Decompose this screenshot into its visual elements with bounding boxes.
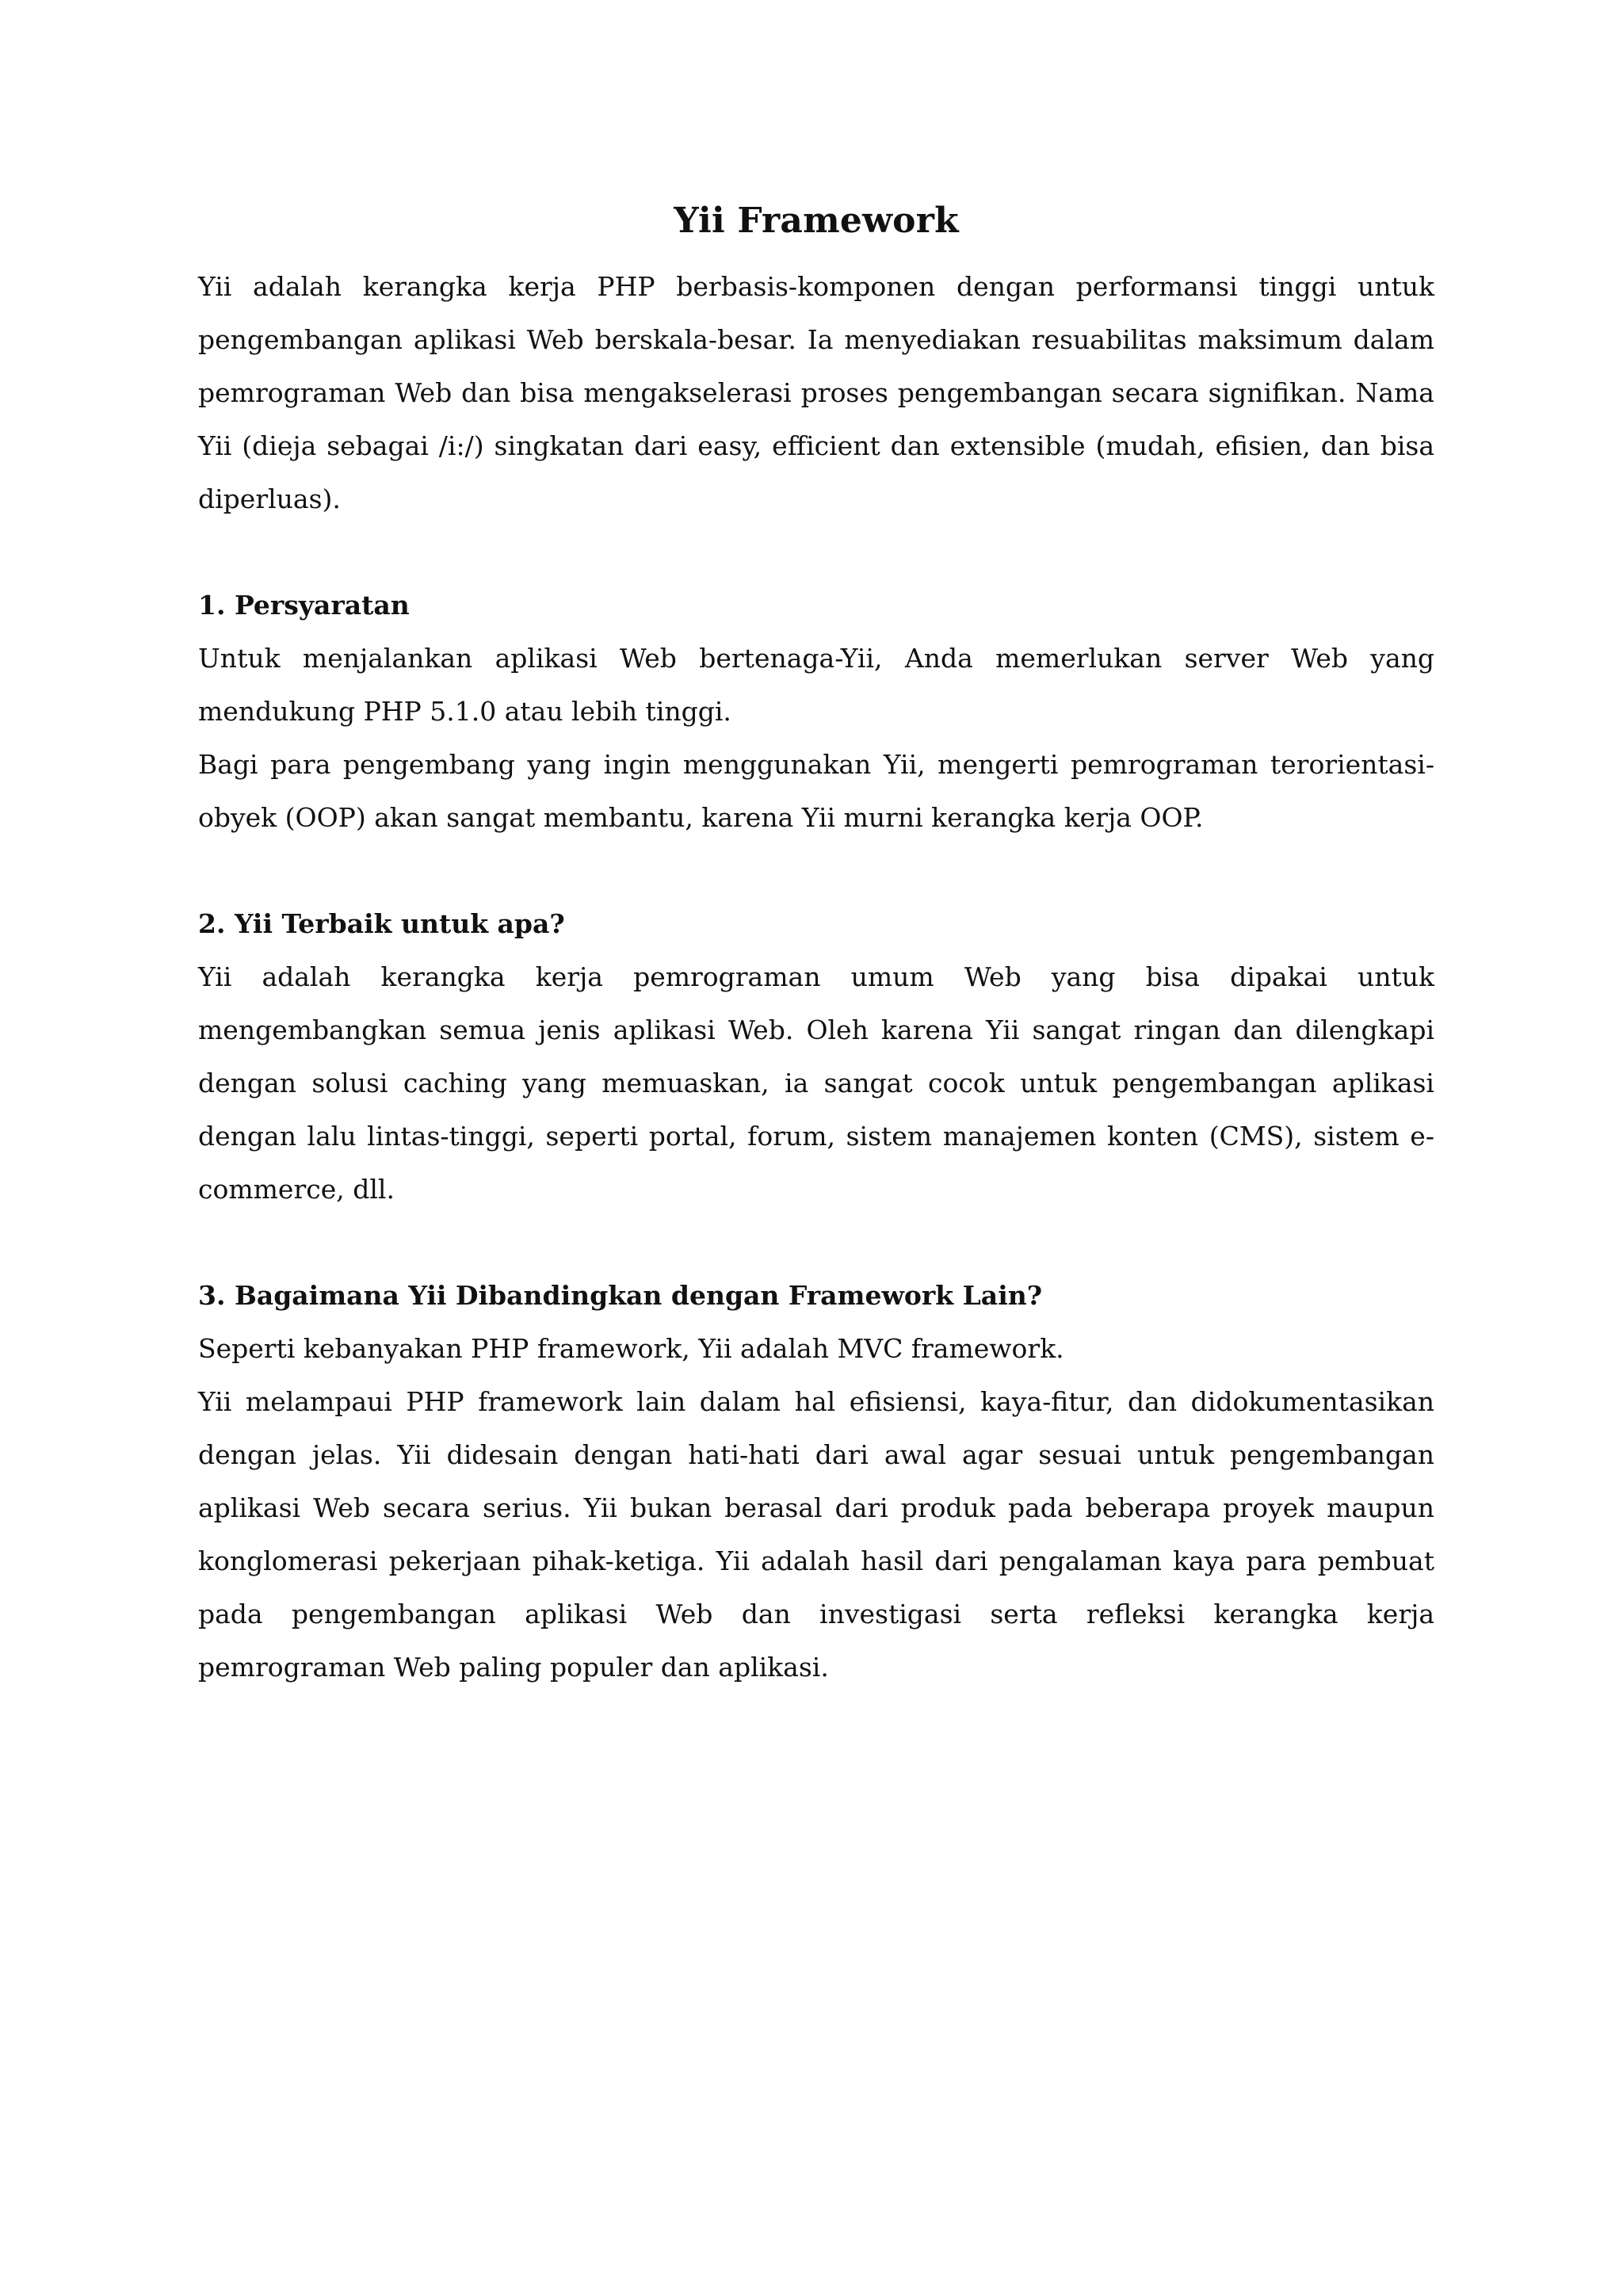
section-perbandingan [198,1269,1434,1694]
section-heading: 3. Bagaimana Yii Dibandingkan dengan Framework Lain? [198,1280,1043,1311]
section-heading: 2. Yii Terbaik untuk apa? [198,908,565,939]
document-page [198,190,1434,1694]
section-paragraph: Yii adalah kerangka kerja pemrograman umum Web yang bisa dipakai untuk mengembangkan semua jenis aplikasi Web. Oleh karena Yii sangat ringan dan dilengkapi dengan solusi caching yang memuaskan, ia sangat cocok untuk pengembangan aplikasi dengan lalu lintas-tinggi, seperti portal, forum, sistem manajemen konten (CMS), sistem e-commerce, dll. [198,961,1434,1205]
intro-paragraph: Yii adalah kerangka kerja PHP berbasis-komponen dengan performansi tinggi untuk pengembangan aplikasi Web berskala-besar. Ia menyediakan resuabilitas maksimum dalam pemrograman Web dan bisa mengakselerasi proses pengembangan secara signifikan. Nama Yii (dieja sebagai /i:/) singkatan dari easy, efficient dan extensible (mudah, efisien, dan bisa diperluas). [198,271,1434,514]
section-paragraph: Seperti kebanyakan PHP framework, Yii adalah MVC framework. [198,1333,1064,1364]
section-yii-terbaik [198,897,1434,1216]
section-paragraph: Untuk menjalankan aplikasi Web bertenaga-Yii, Anda memerlukan server Web yang mendukung PHP 5.1.0 atau lebih tinggi. [198,643,1434,727]
document-title: Yii Framework [674,201,959,241]
section-paragraph: Bagi para pengembang yang ingin menggunakan Yii, mengerti pemrograman terorientasi-obyek (OOP) akan sangat membantu, karena Yii murni kerangka kerja OOP. [198,749,1434,833]
section-paragraph: Yii melampaui PHP framework lain dalam hal efisiensi, kaya-fitur, dan didokumentasikan dengan jelas. Yii didesain dengan hati-hati dari awal agar sesuai untuk pengembangan aplikasi Web secara serius. Yii bukan berasal dari produk pada beberapa proyek maupun konglomerasi pekerjaan pihak-ketiga. Yii adalah hasil dari pengalaman kaya para pembuat pada pengembangan aplikasi Web dan investigasi serta refleksi kerangka kerja pemrograman Web paling populer dan aplikasi. [198,1386,1434,1683]
section-heading: 1. Persyaratan [198,590,410,621]
section-persyaratan [198,579,1434,844]
